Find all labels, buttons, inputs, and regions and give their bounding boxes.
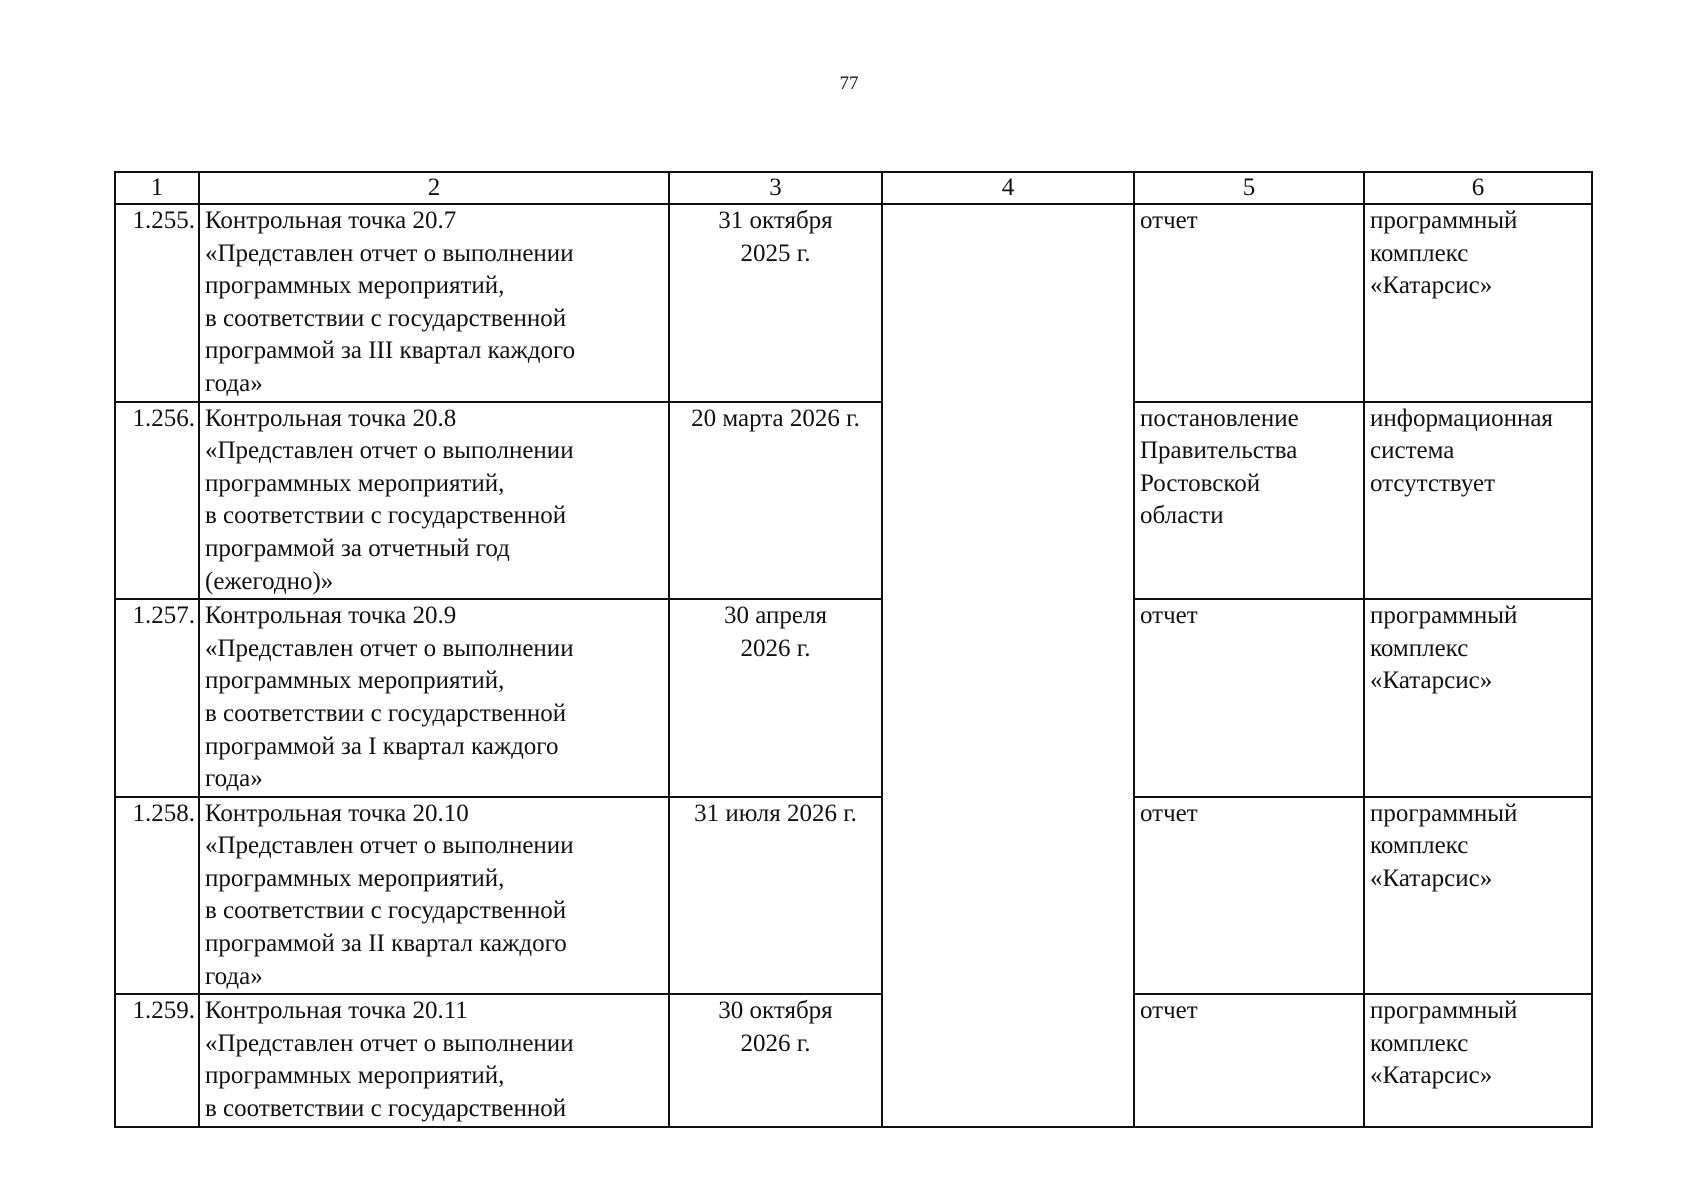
description-line: программных мероприятий, (205, 864, 505, 892)
info-system-line: «Катарсис» (1370, 667, 1493, 695)
control-point-title: Контрольная точка 20.8 (205, 404, 457, 432)
description-line: «Представлен отчет о выполнении (205, 1029, 574, 1057)
date-line: 30 апреля (724, 602, 827, 630)
row-document-cell (1134, 599, 1364, 797)
header-row (115, 172, 1592, 204)
description-line: в соответствии с государственной (205, 304, 567, 332)
description-line: (ежегодно)» (205, 567, 334, 595)
description-line: программных мероприятий, (205, 469, 505, 497)
row-number: 1.258. (115, 797, 199, 995)
row-date-cell (669, 402, 882, 600)
table-row (115, 402, 1592, 600)
column-header-4: 4 (882, 172, 1134, 204)
row-document-cell (1134, 797, 1364, 995)
document-line: отчет (1140, 602, 1198, 630)
info-system-line: программный (1370, 799, 1518, 827)
description-line: «Представлен отчет о выполнении (205, 437, 574, 465)
row-document-cell (1134, 402, 1364, 600)
control-point-title: Контрольная точка 20.10 (205, 799, 469, 827)
table-row (115, 994, 1592, 1126)
description-line: года» (205, 962, 263, 990)
info-system-line: информационная (1370, 404, 1553, 432)
row-description-cell (199, 994, 669, 1126)
date-line: 2026 г. (740, 1029, 811, 1057)
description-line: в соответствии с государственной (205, 502, 567, 530)
description-line: программных мероприятий, (205, 1062, 505, 1090)
description-line: программных мероприятий, (205, 667, 505, 695)
page-number: 77 (839, 73, 859, 94)
row-info-system-cell (1364, 797, 1592, 995)
document-line: Правительства (1140, 437, 1298, 465)
document-line: постановление (1140, 404, 1299, 432)
row-description-cell (199, 599, 669, 797)
info-system-line: «Катарсис» (1370, 1062, 1493, 1090)
info-system-line: программный (1370, 602, 1518, 630)
row-number: 1.256. (115, 402, 199, 600)
info-system-line: система (1370, 437, 1455, 465)
column-header-6: 6 (1364, 172, 1592, 204)
description-line: года» (205, 765, 263, 793)
description-line: в соответствии с государственной (205, 1095, 567, 1123)
column-header-5: 5 (1134, 172, 1364, 204)
row-description-cell (199, 204, 669, 402)
row-description-cell (199, 797, 669, 995)
info-system-line: программный (1370, 997, 1518, 1025)
row-info-system-cell (1364, 599, 1592, 797)
column-header-3: 3 (669, 172, 882, 204)
row-info-system-cell (1364, 204, 1592, 402)
description-line: в соответствии с государственной (205, 699, 567, 727)
row-number: 1.257. (115, 599, 199, 797)
description-line: программой за I квартал каждого (205, 732, 559, 760)
row-document-cell (1134, 994, 1364, 1126)
column-header-1: 1 (115, 172, 199, 204)
row-number: 1.255. (115, 204, 199, 402)
date-line: 2025 г. (740, 239, 811, 267)
row-number: 1.259. (115, 994, 199, 1126)
info-system-line: программный (1370, 207, 1518, 234)
date-line: 20 марта 2026 г. (691, 404, 860, 432)
row-info-system-cell (1364, 994, 1592, 1126)
document-line: Ростовской (1140, 469, 1261, 497)
description-line: программой за III квартал каждого (205, 337, 576, 365)
date-line: 30 октября (718, 997, 833, 1025)
description-line: программных мероприятий, (205, 272, 505, 300)
info-system-line: «Катарсис» (1370, 864, 1493, 892)
document-line: отчет (1140, 207, 1198, 234)
table-row (115, 599, 1592, 797)
document-line: области (1140, 502, 1224, 530)
row-document-cell (1134, 204, 1364, 402)
document-line: отчет (1140, 997, 1198, 1025)
control-points-table (114, 171, 1593, 1128)
control-point-title: Контрольная точка 20.9 (205, 602, 457, 630)
row-info-system-cell (1364, 402, 1592, 600)
info-system-line: отсутствует (1370, 469, 1496, 497)
row-date-cell (669, 204, 882, 402)
info-system-line: комплекс (1370, 1029, 1469, 1057)
info-system-line: «Катарсис» (1370, 272, 1493, 300)
description-line: программой за отчетный год (205, 534, 510, 562)
date-line: 2026 г. (740, 634, 811, 662)
description-line: в соответствии с государственной (205, 897, 567, 925)
date-line: 31 октября (718, 207, 833, 234)
column-header-2: 2 (199, 172, 669, 204)
info-system-line: комплекс (1370, 832, 1469, 860)
control-point-title: Контрольная точка 20.7 (205, 207, 457, 234)
date-line: 31 июля 2026 г. (694, 799, 857, 827)
description-line: «Представлен отчет о выполнении (205, 239, 574, 267)
document-line: отчет (1140, 799, 1198, 827)
executor-merged-cell (882, 204, 1134, 1127)
description-line: программой за II квартал каждого (205, 930, 567, 958)
description-line: «Представлен отчет о выполнении (205, 634, 574, 662)
info-system-line: комплекс (1370, 239, 1469, 267)
control-point-title: Контрольная точка 20.11 (205, 997, 468, 1025)
row-description-cell (199, 402, 669, 600)
table-row (115, 797, 1592, 995)
table-row (115, 204, 1592, 402)
description-line: «Представлен отчет о выполнении (205, 832, 574, 860)
row-date-cell (669, 599, 882, 797)
info-system-line: комплекс (1370, 634, 1469, 662)
row-date-cell (669, 797, 882, 995)
description-line: года» (205, 369, 263, 397)
row-date-cell (669, 994, 882, 1126)
